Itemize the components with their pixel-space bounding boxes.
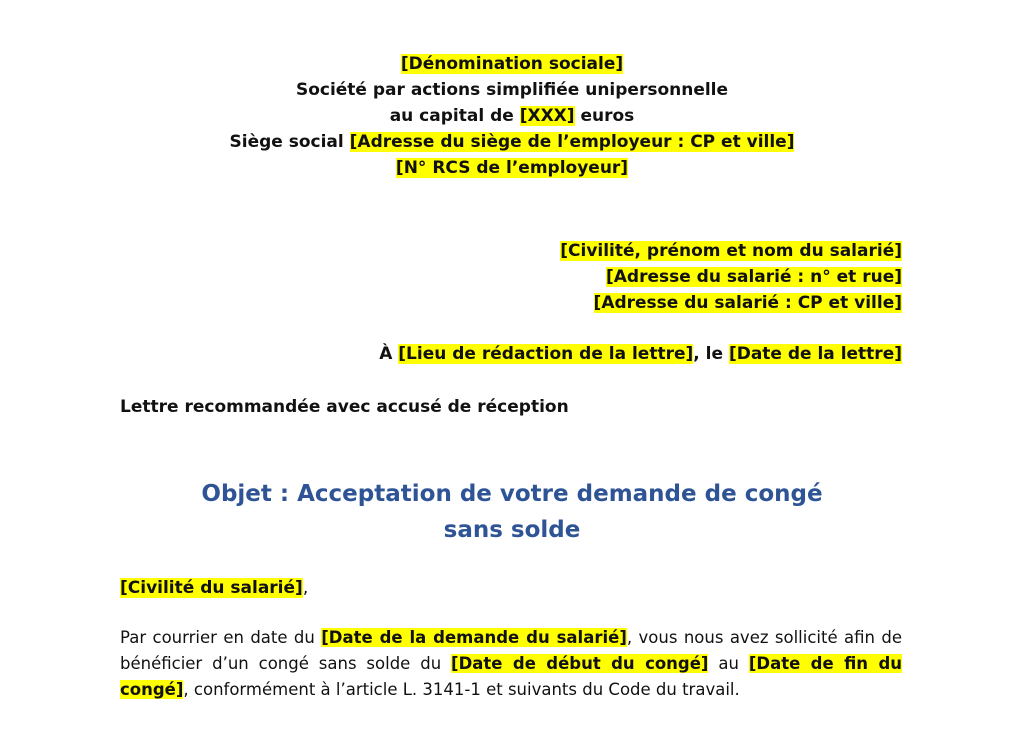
company-siege (0, 129, 1024, 155)
company-denomination (0, 51, 1024, 77)
recipient-address-line2 (594, 290, 902, 316)
recipient-address1-placeholder: [Adresse du salarié : n° et rue] (605, 267, 902, 287)
body-text-3: au (708, 654, 749, 673)
leave-end-placeholder: [Date de fin du congé] (120, 654, 903, 699)
company-capital (0, 103, 1024, 129)
place-placeholder: [Lieu de rédaction de la lettre] (398, 344, 694, 364)
body-text-1: Par courrier en date du (120, 628, 322, 647)
capital-placeholder: [XXX] (519, 106, 575, 126)
recipient-address2-placeholder: [Adresse du salarié : CP et ville] (593, 293, 902, 313)
date-placeholder: [Date de la lettre] (728, 344, 902, 364)
leave-start-placeholder: [Date de début du congé] (451, 654, 709, 673)
recipient-name-placeholder: [Civilité, prénom et nom du salarié] (560, 241, 902, 261)
request-date-placeholder: [Date de la demande du salarié] (321, 628, 627, 647)
capital-suffix: euros (574, 106, 635, 126)
subject-title-line2: sans solde (443, 517, 581, 543)
subject-title-line1: Objet : Acceptation de votre demande de congé (201, 481, 823, 507)
siege-placeholder: [Adresse du siège de l’employeur : CP et ville] (349, 132, 795, 152)
company-legal-form (0, 77, 1024, 103)
body-text-4: , conformément à l’article L. 3141-1 et suivants du Code du travail. (183, 680, 740, 699)
siege-prefix: Siège social (229, 132, 350, 152)
recipient-name (560, 238, 902, 264)
place-prefix: À (379, 344, 399, 364)
delivery-mode (120, 394, 569, 420)
rcs-placeholder: [N° RCS de l’employeur] (395, 158, 629, 178)
body-text-2: , vous nous avez sollicité afin de bénéficier d’un congé sans solde du (120, 628, 903, 673)
recipient-address-line1 (606, 264, 902, 290)
salutation (120, 575, 308, 601)
company-rcs (0, 155, 1024, 181)
salutation-comma: , (302, 578, 309, 598)
capital-prefix: au capital de (389, 106, 520, 126)
denomination-placeholder: [Dénomination sociale] (400, 54, 624, 74)
legal-form-text: Société par actions simplifiée unipersonnelle (295, 80, 729, 100)
place-date-separator: , le (693, 344, 729, 364)
body-paragraph (120, 625, 902, 703)
salutation-placeholder: [Civilité du salarié] (120, 578, 303, 598)
delivery-mode-text: Lettre recommandée avec accusé de réception (120, 397, 569, 417)
place-date-line (379, 341, 902, 367)
